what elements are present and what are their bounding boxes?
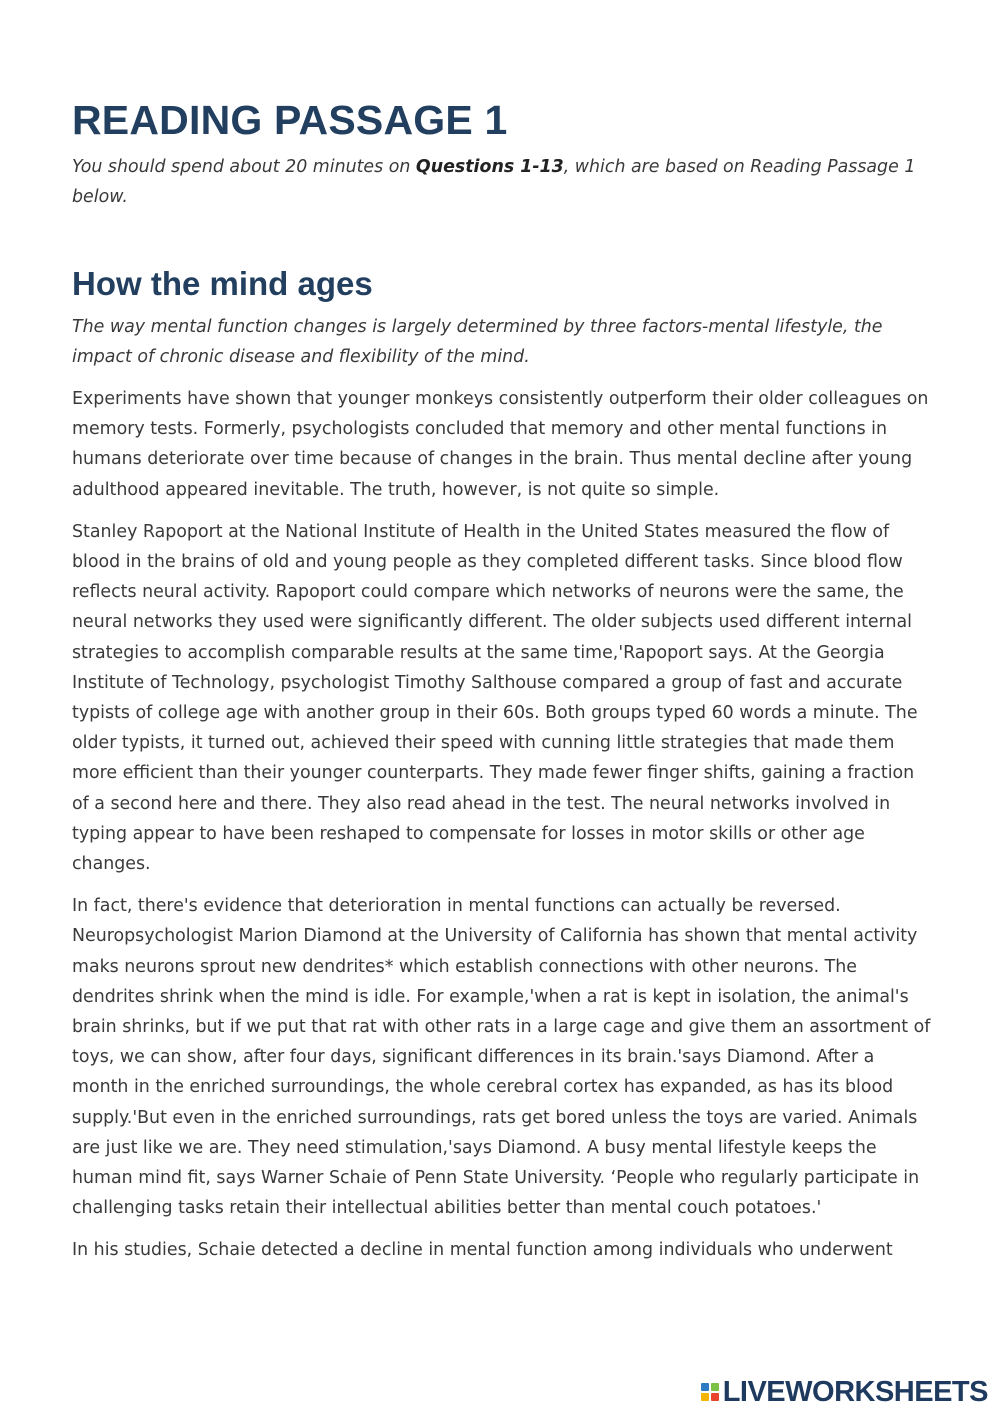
paragraph-1: Experiments have shown that younger monkeys consistently outperform their older colleagues on memory tests. Formerly, psychologists concluded that memory and other mental functions in humans deteriorate over time because of changes in the brain. Thus mental decline after young adulthood appeared inevitable. The truth, however, is not quite so simple. xyxy=(72,389,929,500)
questions-range: Questions 1-13 xyxy=(415,157,564,177)
logo-square-3 xyxy=(701,1393,709,1401)
logo-square-4 xyxy=(711,1393,719,1401)
paragraph-3: In fact, there's evidence that deterioration in mental functions can actually be reversed. Neuropsychologist Marion Diamond at the University of California has shown that mental activity maks neurons sprout new dendrites* which establish connections with other neurons. The dendrites shrink when the mind is idle. For example,'when a rat is kept in isolation, the animal's brain shrinks, but if we put that rat with other rats in a large cage and give them an assortment of toys, we can show, after four days, significant differences in its brain.'says Diamond. After a month in the enriched surroundings, the whole cerebral cortex has expanded, as has its blood supply.'But even in the enriched surroundings, rats get bored unless the toys are varied. Animals are just like we are. They need stimulation,'says Diamond. A busy mental lifestyle keeps the human mind fit, says Warner Schaie of Penn State University. ‘People who regularly participate in challenging tasks retain their intellectual abilities better than mental couch potatoes.' xyxy=(72,896,931,1219)
page-title: READING PASSAGE 1 xyxy=(72,97,508,143)
passage-title: How the mind ages xyxy=(72,265,373,302)
worksheet-page xyxy=(72,94,932,1266)
paragraph-4: In his studies, Schaie detected a decline in mental function among individuals who underwent xyxy=(72,1240,893,1261)
logo-square-2 xyxy=(711,1383,719,1391)
passage-subtitle: The way mental function changes is largely determined by three factors-mental lifestyle, the impact of chronic disease and flexibility of the mind. xyxy=(72,317,883,367)
logo-text: LIVEWORKSHEETS xyxy=(722,1376,988,1408)
logo-square-1 xyxy=(701,1383,709,1391)
logo-mark-icon xyxy=(701,1383,719,1401)
instructions-text xyxy=(72,152,932,212)
paragraph-2: Stanley Rapoport at the National Institute of Health in the United States measured the flow of blood in the brains of old and young people as they completed different tasks. Since blood flow reflects neural activity. Rapoport could compare which networks of neurons were the same, the neural networks they used were significantly different. The older subjects used different internal strategies to accomplish comparable results at the same time,'Rapoport says. At the Georgia Institute of Technology, psychologist Timothy Salthouse compared a group of fast and accurate typists of college age with another group in their 60s. Both groups typed 60 words a minute. The older typists, it turned out, achieved their speed with cunning little strategies that made them more efficient than their younger counterparts. They made fewer finger shifts, gaining a fraction of a second here and there. They also read ahead in the test. The neural networks involved in typing appear to have been reshaped to compensate for losses in motor skills or other age changes. xyxy=(72,521,918,875)
instructions-tail: , which are based on Reading Passage 1 below. xyxy=(72,157,916,207)
instructions-lead: You should spend about 20 minutes on xyxy=(72,157,416,177)
liveworksheets-logo xyxy=(701,1377,988,1407)
